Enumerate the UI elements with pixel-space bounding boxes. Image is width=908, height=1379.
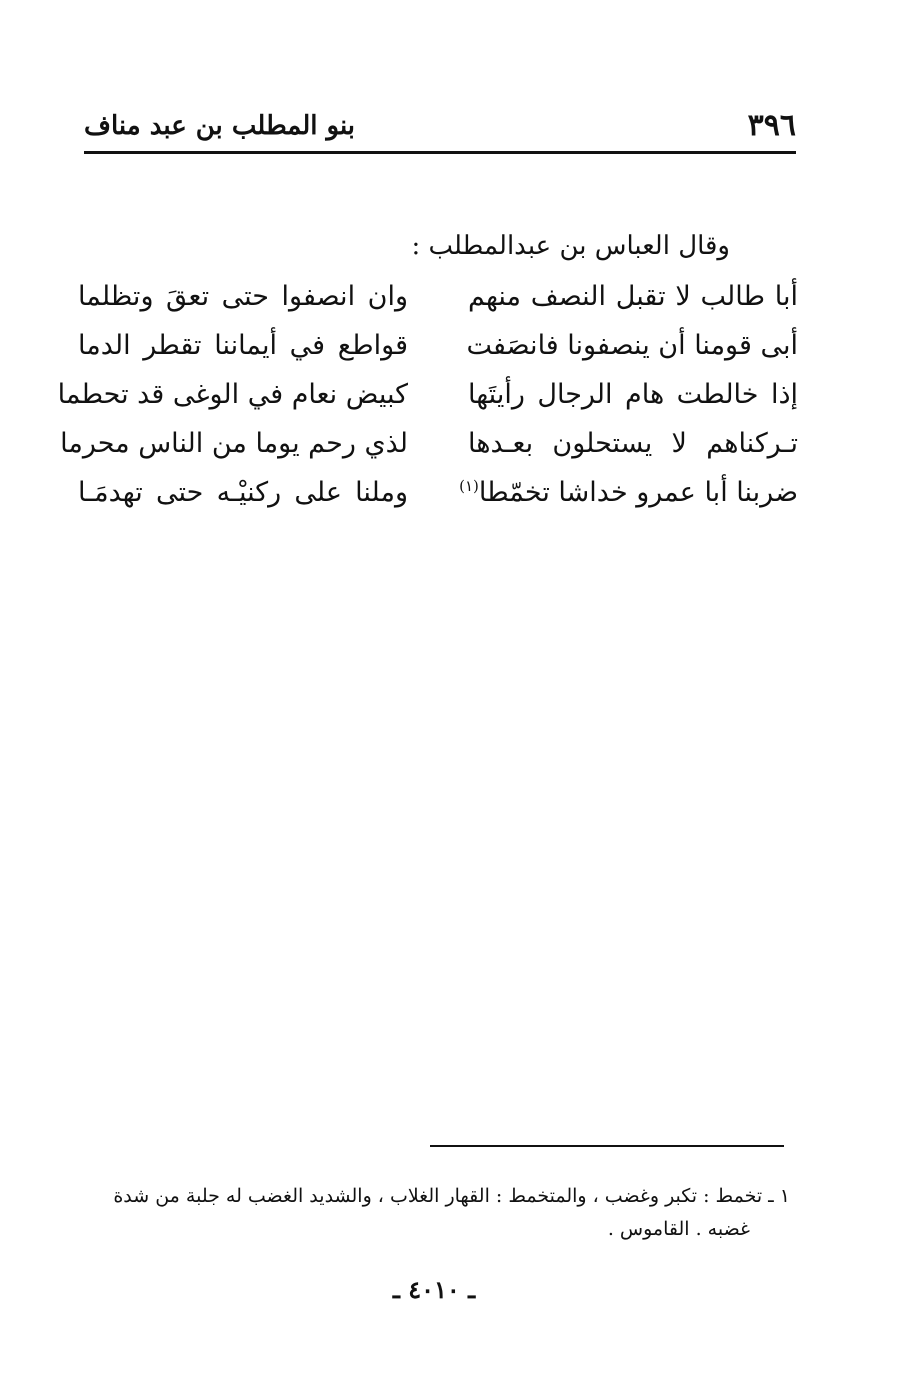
verse [78,468,798,517]
footnote-line: ١ ـ تخمط : تكبر وغضب ، والمتخمط : القهار الغلاب ، والشديد الغضب له جلبة من شدة [113,1185,790,1207]
page-number: ٣٩٦ [747,108,796,143]
verse-second-hemistich: كبيض نعام في الوغى قد تحطما [57,379,408,410]
header-divider [84,151,796,154]
verse-second-hemistich: وان انصفوا حتى تعقَ وتظلما [78,281,408,312]
verse-first-hemistich: أبى قومنا أن ينصفونا فانصَفت [466,330,798,361]
verse-second-hemistich: لذي رحم يوما من الناس محرما [60,428,408,459]
verse-second-hemistich: قواطع في أيماننا تقطر الدما [78,330,408,361]
page-sequence-number: ـ ٤٠١٠ ـ [392,1275,476,1304]
verse-first-hemistich-text: ضربنا أبا عمرو خداشا تخمّطا [478,477,798,508]
footnote-marker: (١) [459,477,479,495]
running-title: بنو المطلب بن عبد مناف [84,111,356,141]
footnote [78,1180,790,1246]
verse-first-hemistich [459,468,798,517]
poem [57,272,798,517]
verse [60,419,798,468]
verse-first-hemistich: تـركناهم لا يستحلون بعـدها [468,428,798,459]
verse [78,321,798,370]
page-header [84,104,796,148]
verse [57,370,798,419]
verse [78,272,798,321]
footnote-line: غضبه . القاموس . [607,1218,750,1240]
verse-first-hemistich: أبا طالب لا تقبل النصف منهم [468,281,798,312]
verse-second-hemistich: وملنا على ركنيْـه حتى تهدمَـا [78,477,408,508]
poem-intro: وقال العباس بن عبدالمطلب : [411,231,730,261]
verse-first-hemistich: إذا خالطت هام الرجال رأيتَها [468,379,798,410]
footnote-divider [430,1145,784,1147]
